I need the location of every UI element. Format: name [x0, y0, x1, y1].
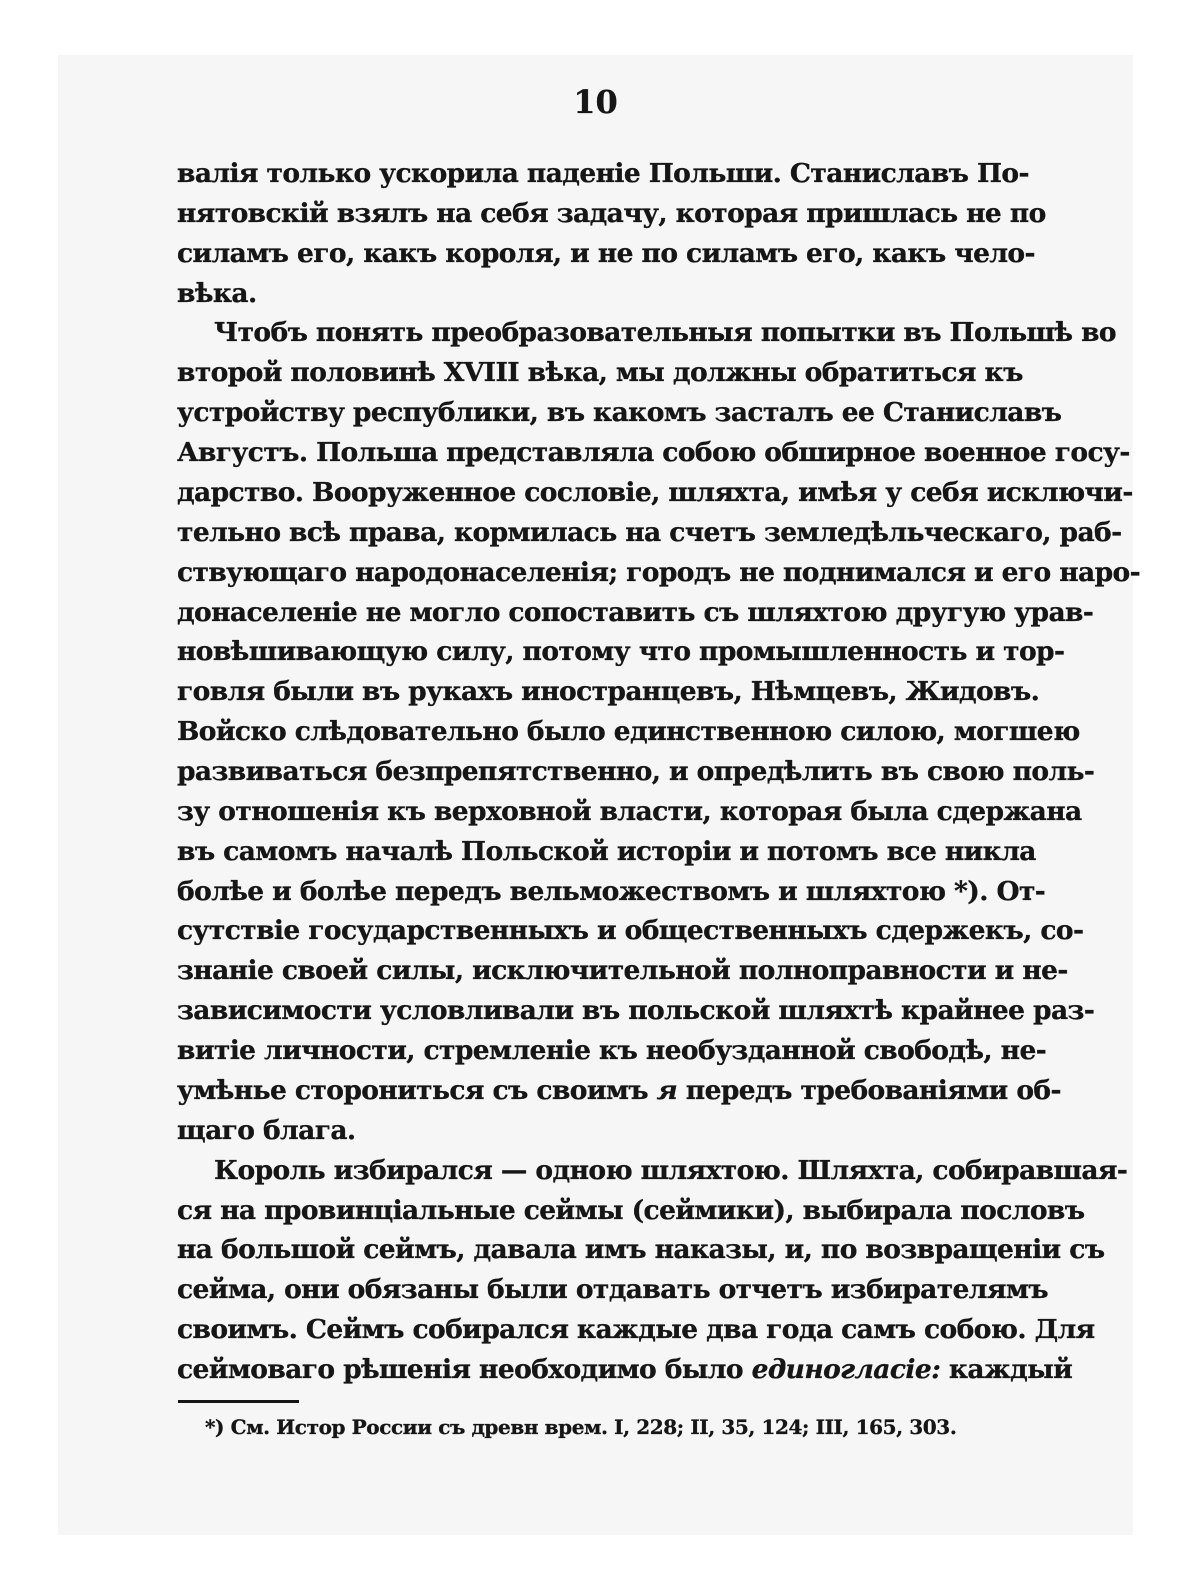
text-line: своимъ. Сеймъ собирался каждые два года самъ собою. Для	[177, 1314, 1095, 1346]
text-line: дарство. Вооруженное сословіе, шляхта, имѣя у себя исключи-	[177, 476, 1133, 508]
text-line: болѣе и болѣе передъ вельможествомъ и шляхтою *). От-	[177, 875, 1046, 907]
text-segment: передъ требованіями об-	[677, 1074, 1061, 1106]
text-line: сутствіе государственныхъ и общественныхъ сдержекъ, со-	[177, 915, 1084, 947]
text-line: силамъ его, какъ короля, и не по силамъ его, какъ чело-	[177, 237, 1035, 269]
text-line: тельно всѣ права, кормилась на счетъ земледѣльческаго, раб-	[177, 516, 1122, 548]
text-line: валія только ускорила паденіе Польши. Станиславъ По-	[177, 158, 1029, 189]
text-line: развиваться безпрепятственно, и опредѣлить въ свою поль-	[177, 756, 1095, 787]
text-line: новѣшивающую силу, потому что промышленность и тор-	[177, 636, 1065, 668]
text-line: въ самомъ началѣ Польской исторіи и потомъ все никла	[177, 835, 1036, 867]
text-line: ся на провинціальные сеймы (сеймики), выбирала пословъ	[177, 1194, 1085, 1226]
text-line: ствующаго народонаселенія; городъ не поднимался и его наро-	[177, 556, 1141, 588]
text-line: второй половинѣ XVIII вѣка, мы должны обратиться къ	[177, 357, 1023, 389]
text-line: зависимости условливали въ польской шляхтѣ крайнее раз-	[177, 995, 1095, 1027]
text-line: Король избирался — одною шляхтою. Шляхта, собиравшая-	[214, 1154, 1128, 1186]
text-line: донаселеніе не могло сопоставить съ шляхтою другую урав-	[177, 596, 1094, 628]
text-line	[177, 1352, 1073, 1388]
text-line: знаніе своей силы, исключительной полноправности и не-	[177, 955, 1068, 987]
text-line: сейма, они обязаны были отдавать отчетъ избирателямъ	[177, 1274, 1049, 1306]
footnote-divider	[178, 1400, 299, 1403]
page-number: 10	[573, 83, 618, 121]
text-line: Войско слѣдовательно было единственною силою, могшею	[177, 716, 1080, 748]
text-line: говля были въ рукахъ иностранцевъ, Нѣмцевъ, Жидовъ.	[177, 676, 1040, 708]
text-line: щаго блага.	[177, 1114, 356, 1146]
text-segment: сеймоваго рѣшенія необходимо было	[177, 1354, 752, 1385]
emphasized-word: единогласіе:	[751, 1354, 941, 1385]
text-line: Чтобъ понять преобразовательныя попытки въ Польшѣ во	[214, 317, 1116, 349]
text-segment: каждый	[940, 1354, 1073, 1385]
text-line: устройству республики, въ какомъ засталъ ее Станиславъ	[177, 397, 1062, 429]
text-line: витіе личности, стремленіе къ необузданной свободѣ, не-	[177, 1035, 1047, 1067]
footnote: *) См. Истор России съ древн врем. I, 228; II, 35, 124; III, 165, 303.	[205, 1415, 957, 1439]
text-segment: умѣнье сторониться съ своимъ	[177, 1074, 657, 1106]
text-line: зу отношенія къ верховной власти, которая была сдержана	[177, 795, 1082, 827]
text-line: на большой сеймъ, давала имъ наказы, и, по возвращеніи съ	[177, 1234, 1105, 1266]
text-line	[177, 1073, 1061, 1109]
text-line: нятовскій взялъ на себя задачу, которая пришлась не по	[177, 197, 1046, 229]
text-line: вѣка.	[177, 277, 257, 309]
emphasized-word: я	[656, 1074, 678, 1106]
text-line: Августъ. Польша представляла собою обширное военное госу-	[177, 437, 1130, 469]
